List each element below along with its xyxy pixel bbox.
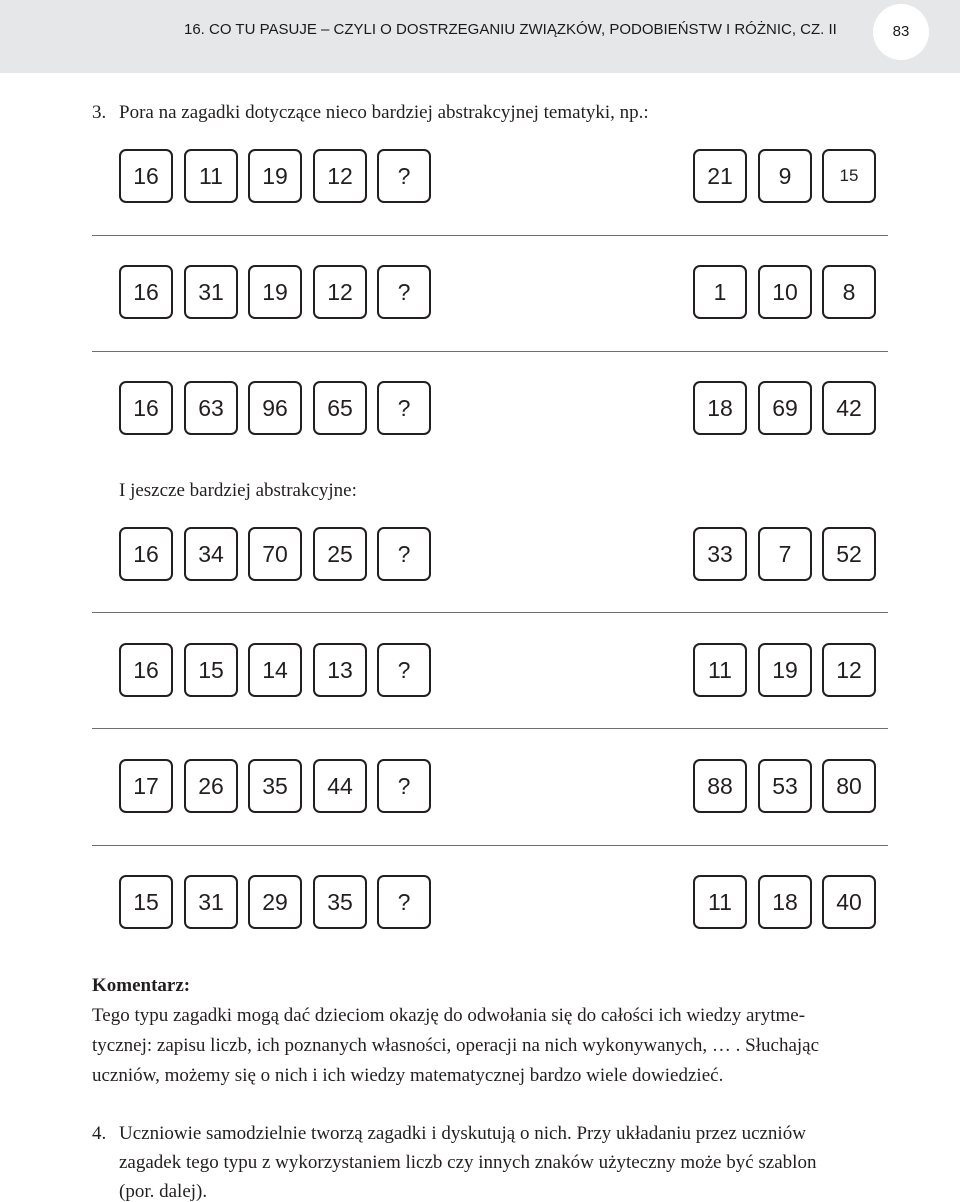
missing-tile: ?: [377, 381, 431, 435]
sequence-tile: 17: [119, 759, 173, 813]
option-tile: 80: [822, 759, 876, 813]
row-divider: [92, 728, 888, 729]
sequence-tile: 29: [248, 875, 302, 929]
sequence-tile: 31: [184, 265, 238, 319]
sequence-tile: 19: [248, 149, 302, 203]
row-divider: [92, 235, 888, 236]
task-4-line: zagadek tego typu z wykorzystaniem liczb czy innych znaków użyteczny może być szablon: [119, 1152, 817, 1173]
missing-tile: ?: [377, 643, 431, 697]
sequence-tile: 16: [119, 149, 173, 203]
sequence-tile: 13: [313, 643, 367, 697]
sequence-tile: 35: [248, 759, 302, 813]
option-tile: 53: [758, 759, 812, 813]
option-tile: 8: [822, 265, 876, 319]
option-tile: 33: [693, 527, 747, 581]
option-tile: 1: [693, 265, 747, 319]
missing-tile: ?: [377, 265, 431, 319]
comment-line: uczniów, możemy się o nich i ich wiedzy matematycznej bardzo wiele dowiedzieć.: [92, 1065, 724, 1086]
comment-heading: Komentarz:: [92, 975, 191, 996]
task-4-line: (por. dalej).: [119, 1181, 208, 1202]
option-tile: 15: [822, 149, 876, 203]
option-tile: 40: [822, 875, 876, 929]
task-3-number: 3.: [92, 102, 107, 123]
option-tile: 11: [693, 643, 747, 697]
row-divider: [92, 612, 888, 613]
sequence-tile: 35: [313, 875, 367, 929]
page-number-badge: 83: [873, 4, 929, 60]
sequence-tile: 63: [184, 381, 238, 435]
option-tile: 10: [758, 265, 812, 319]
option-tile: 9: [758, 149, 812, 203]
option-tile: 21: [693, 149, 747, 203]
sequence-tile: 31: [184, 875, 238, 929]
chapter-title: 16. CO TU PASUJE – CZYLI O DOSTRZEGANIU ZWIĄZKÓW, PODOBIEŃSTW I RÓŻNIC, CZ. II: [184, 21, 837, 38]
row-divider: [92, 351, 888, 352]
sequence-tile: 96: [248, 381, 302, 435]
sequence-tile: 14: [248, 643, 302, 697]
option-tile: 12: [822, 643, 876, 697]
option-tile: 11: [693, 875, 747, 929]
sequence-tile: 11: [184, 149, 238, 203]
task-3-intro: Pora na zagadki dotyczące nieco bardziej abstrakcyjnej tematyki, np.:: [119, 102, 649, 123]
missing-tile: ?: [377, 759, 431, 813]
sequence-tile: 16: [119, 265, 173, 319]
sequence-tile: 12: [313, 149, 367, 203]
option-tile: 7: [758, 527, 812, 581]
option-tile: 18: [758, 875, 812, 929]
sequence-tile: 16: [119, 643, 173, 697]
sequence-tile: 12: [313, 265, 367, 319]
sequence-tile: 15: [119, 875, 173, 929]
option-tile: 52: [822, 527, 876, 581]
missing-tile: ?: [377, 527, 431, 581]
sequence-tile: 65: [313, 381, 367, 435]
option-tile: 18: [693, 381, 747, 435]
comment-line: tycznej: zapisu liczb, ich poznanych własności, operacji na nich wykonywanych, … . Słuchając: [92, 1035, 820, 1056]
sequence-tile: 25: [313, 527, 367, 581]
task-4-number: 4.: [92, 1123, 107, 1144]
comment-line: Tego typu zagadki mogą dać dzieciom okazję do odwołania się do całości ich wiedzy arytme-: [92, 1005, 806, 1026]
option-tile: 88: [693, 759, 747, 813]
sequence-tile: 70: [248, 527, 302, 581]
option-tile: 69: [758, 381, 812, 435]
option-tile: 19: [758, 643, 812, 697]
missing-tile: ?: [377, 149, 431, 203]
row-divider: [92, 845, 888, 846]
page-header: [0, 0, 960, 73]
sequence-tile: 16: [119, 381, 173, 435]
missing-tile: ?: [377, 875, 431, 929]
sequence-tile: 26: [184, 759, 238, 813]
sequence-tile: 34: [184, 527, 238, 581]
option-tile: 42: [822, 381, 876, 435]
more-abstract-label: I jeszcze bardziej abstrakcyjne:: [119, 480, 357, 501]
sequence-tile: 19: [248, 265, 302, 319]
sequence-tile: 15: [184, 643, 238, 697]
sequence-tile: 44: [313, 759, 367, 813]
task-4-line: Uczniowie samodzielnie tworzą zagadki i dyskutują o nich. Przy układaniu przez uczniów: [119, 1123, 806, 1144]
sequence-tile: 16: [119, 527, 173, 581]
